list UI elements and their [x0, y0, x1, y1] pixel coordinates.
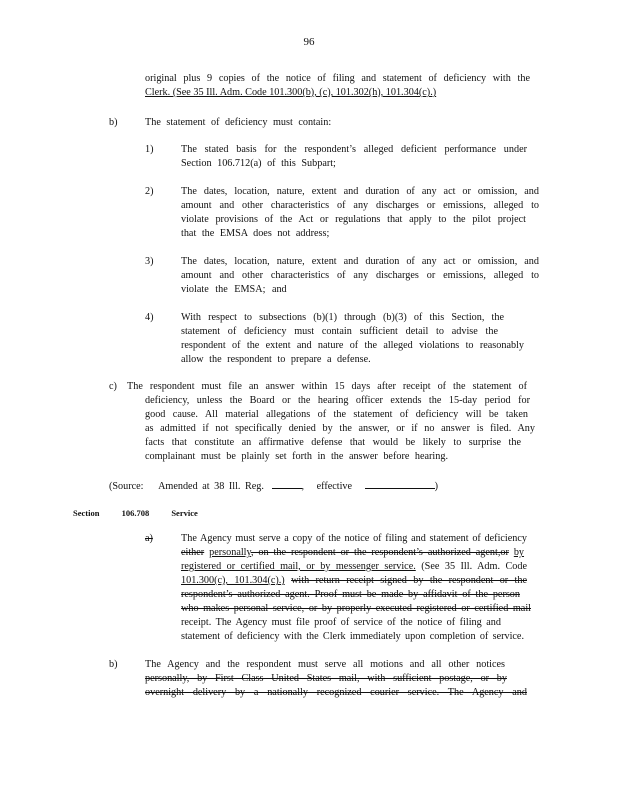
item-3-line: violate the EMSA; and: [181, 284, 287, 295]
subsection-c-line: deficiency, unless the Board or the hearing officer extends the 15-day period for: [145, 395, 530, 406]
subsection-c-line: as admitted if not specifically denied by the answer, or if no answer is filed. Any: [145, 423, 535, 434]
inserted-text: by: [513, 547, 525, 558]
subsection-b-intro: The statement of deficiency must contain:: [145, 117, 332, 128]
source-comma: ,: [301, 481, 305, 492]
item-4-number: 4): [145, 312, 154, 323]
service-b-line: personally, by First Class United States mail, with sufficient postage, or by: [145, 673, 507, 684]
inserted-text: registered or certified mail, or by messenger service.: [181, 561, 416, 572]
section-label: Section: [73, 508, 100, 518]
service-a-line: The Agency must serve a copy of the notice of filing and statement of deficiency: [181, 533, 527, 544]
top-line-2: Clerk. (See 35 Ill. Adm. Code 101.300(b), (c), 101.302(h), 101.304(c).): [145, 87, 437, 98]
subsection-b-label: b): [109, 117, 118, 128]
item-2-line: amount and other characteristics of any discharges or emissions, alleged to: [181, 200, 539, 211]
source-amended: Amended at 38 Ill. Reg.: [158, 481, 264, 492]
inserted-text: personally: [209, 547, 251, 558]
source-open: (Source:: [109, 481, 144, 492]
item-3-line: The dates, location, nature, extent and duration of any act or omission, and: [181, 256, 539, 267]
item-1-line: Section 106.712(a) of this Subpart;: [181, 158, 336, 169]
source-effective: effective: [316, 481, 353, 492]
plain-text: (See 35 Ill. Adm. Code: [421, 561, 527, 572]
source-register-blank: [272, 478, 302, 489]
section-number: 106.708: [121, 508, 150, 518]
service-b-label: b): [109, 659, 118, 670]
section-heading: [73, 507, 198, 521]
section-title: Service: [171, 508, 198, 518]
service-a-line: receipt. The Agency must file proof of service of the notice of filing and: [181, 617, 501, 628]
item-4-line: With respect to subsections (b)(1) through (b)(3) of this Section, the: [181, 312, 504, 323]
item-4-line: respondent of the extent and nature of the alleged violations to reasonably: [181, 340, 524, 351]
struck-text: with return receipt signed by the respondent or the: [291, 575, 527, 586]
subsection-c-line: The respondent must file an answer within 15 days after receipt of the statement of: [127, 381, 527, 392]
page-number: 96: [303, 36, 315, 48]
top-line-1: original plus 9 copies of the notice of filing and statement of deficiency with the: [145, 73, 530, 84]
struck-text: either: [181, 547, 205, 558]
struck-text: , on the respondent or the respondent’s authorized agent,or: [250, 547, 509, 558]
source-note: [109, 478, 438, 494]
source-effective-blank: [365, 478, 435, 489]
item-4-line: statement of deficiency must contain sufficient detail to advise the: [181, 326, 498, 337]
item-3-number: 3): [145, 256, 154, 267]
service-a-label: a): [145, 533, 153, 544]
subsection-c-line: complainant must be plainly set forth in the answer before hearing.: [145, 451, 448, 462]
item-4-line: allow the respondent to prepare a defense.: [181, 354, 371, 365]
subsection-c-line: good cause. All material allegations of the statement of deficiency will be taken: [145, 409, 528, 420]
item-2-line: that the EMSA does not address;: [181, 228, 330, 239]
source-close: ): [434, 481, 438, 492]
service-b-line: overnight delivery by a nationally recognized courier service. The Agency and: [145, 687, 527, 698]
service-b-line: The Agency and the respondent must serve all motions and all other notices: [145, 659, 505, 670]
item-1-number: 1): [145, 144, 154, 155]
service-a-line: [181, 560, 527, 574]
item-3-line: amount and other characteristics of any discharges or emissions, alleged to: [181, 270, 539, 281]
service-a-line: who makes personal service, or by properly executed registered or certified mail: [181, 603, 531, 614]
subsection-c-line: facts that constitute an affirmative defense that would be likely to surprise the: [145, 437, 521, 448]
subsection-c-label: c): [109, 381, 117, 392]
item-1-line: The stated basis for the respondent’s alleged deficient performance under: [181, 144, 527, 155]
item-2-line: violate provisions of the Act or regulations that apply to the pilot project: [181, 214, 526, 225]
service-a-line: respondent’s authorized agent. Proof must be made by affidavit of the person: [181, 589, 520, 600]
service-a-line: [181, 546, 524, 560]
inserted-text: 101.300(c), 101.304(c).): [181, 575, 285, 586]
item-2-line: The dates, location, nature, extent and duration of any act or omission, and: [181, 186, 539, 197]
item-2-number: 2): [145, 186, 154, 197]
service-a-line: statement of deficiency with the Clerk immediately upon completion of service.: [181, 631, 524, 642]
service-a-line: [181, 574, 527, 588]
